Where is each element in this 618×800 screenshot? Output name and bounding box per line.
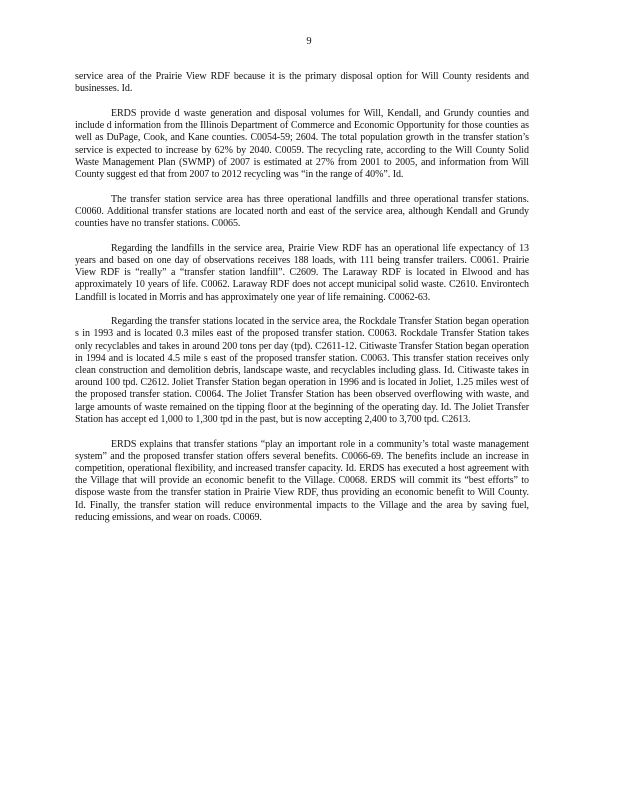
body-text (75, 71, 529, 524)
paragraph-waste-volumes: ERDS provide d waste generation and disposal volumes for Will, Kendall, and Grundy counties and include d information from the Illinois Department of Commerce and Economic Opportunity for those counties as well as DuPage, Cook, and Kane counties. C0054-59; 2604. The total population growth in the transfer station’s service is expected to increase by 62% by 2040. C0059. The recycling rate, according to the Will County Solid Waste Management Plan (SWMP) of 2007 is estimated at 27% from 2001 to 2005, and information from Will County suggest ed that from 2007 to 2012 recycling was “in the range of 40%”. Id. (75, 107, 529, 180)
paragraph-benefits: ERDS explains that transfer stations “play an important role in a community’s total waste management system” and the proposed transfer station offers several benefits. C0066-69. The benefits include an increase in competition, operational flexibility, and increased transfer capacity. Id. ERDS has executed a host agreement with the Village that will provide an economic benefit to the Village. C0068. ERDS will commit its “best efforts” to dispose waste from the transfer station in Prairie View RDF, thus providing an economic benefit to Will County. Id. Finally, the transfer station will reduce environmental impacts to the Village and the area by saving fuel, reducing emissions, and wear on roads. C0069. (75, 438, 529, 523)
paragraph-service-area-continued: service area of the Prairie View RDF because it is the primary disposal option for Will County residents and businesses. Id. (75, 71, 529, 95)
paragraph-landfills: Regarding the landfills in the service area, Prairie View RDF has an operational life expectancy of 13 years and based on one day of observations receives 188 loads, with 111 being transfer trailers. C0061. Prairie View RDF is “really” a “transfer station landfill”. C2609. The Laraway RDF is located in Elwood and has approximately 10 years of life. C0062. Laraway RDF does not accept municipal solid waste. C2610. Environtech Landfill is located in Morris and has approximately one year of life remaining. C0062-63. (75, 242, 529, 303)
paragraph-service-area-facilities: The transfer station service area has three operational landfills and three operational transfer stations. C0060. Additional transfer stations are located north and east of the service area, although Kendall and Grundy counties have no transfer stations. C0065. (75, 193, 529, 230)
page-number: 9 (306, 36, 312, 47)
paragraph-transfer-stations: Regarding the transfer stations located in the service area, the Rockdale Transfer Station began operation s in 1993 and is located 0.3 miles east of the proposed transfer station. C0063. Rockdale Transfer Station takes only recyclables and takes in around 200 tons per day (tpd). C2611-12. Citiwaste Transfer Station began operation in 1994 and is located 4.5 mile s east of the proposed transfer station. C0063. This transfer station receives only clean construction and demolition debris, landscape waste, and recyclables including glass. Id. Citiwaste takes in around 100 tpd. C2612. Joliet Transfer Station began operation in 1996 and is located in Joliet, 1.25 miles west of the proposed transfer station. C0064. The Joliet Transfer Station has been observed overflowing with waste, and large amounts of waste remained on the tipping floor at the beginning of the operating day. Id. The Joliet Transfer Station has accept ed 1,000 to 1,300 tpd in the past, but is now accepting 2,400 to 3,700 tpd. C2613. (75, 316, 529, 425)
